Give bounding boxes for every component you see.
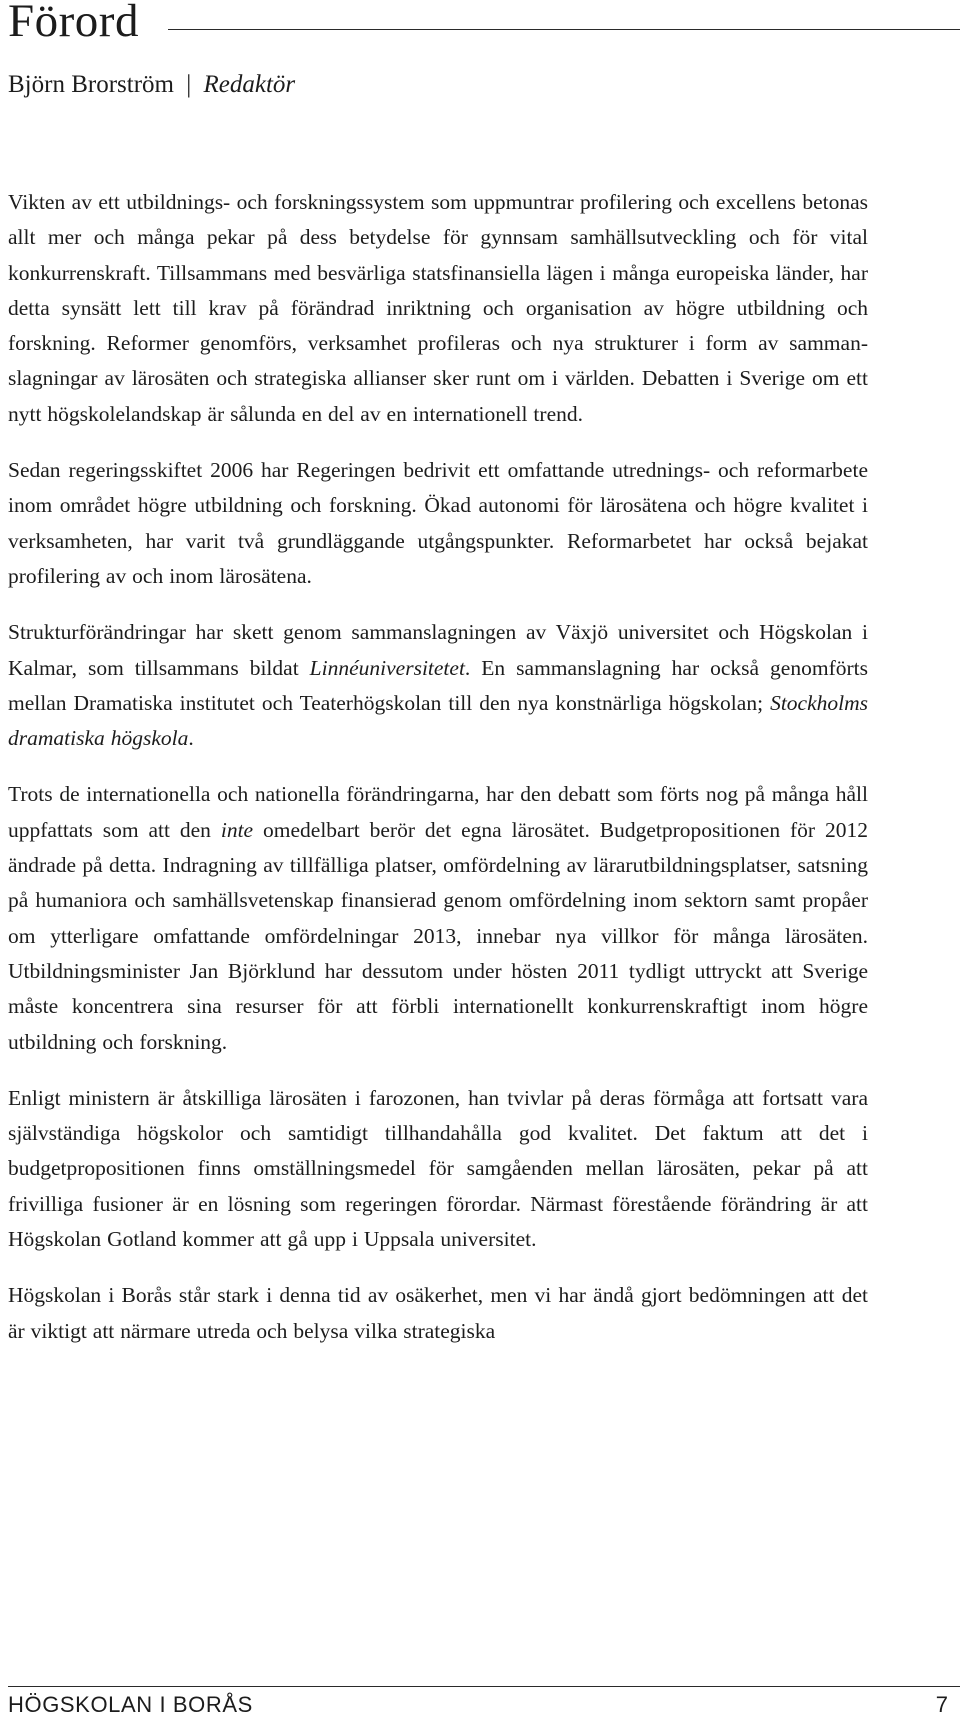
emphasis-text: Stockholms dramatiska högskola xyxy=(8,690,868,751)
emphasis-text: inte xyxy=(220,817,254,842)
page-footer xyxy=(0,1686,960,1716)
author-role: Redaktör xyxy=(203,71,296,98)
footer-publisher: HÖGSKOLAN I BORÅS xyxy=(8,1692,253,1717)
body-paragraph xyxy=(8,615,868,756)
paragraph-text: Högskolan i Borås står stark i denna tid av osäkerhet, men vi har ändå gjort bedömningen att det är viktigt att närmare utreda och belysa vilka strategiska xyxy=(8,1283,868,1343)
body-text xyxy=(8,185,868,1370)
paragraph-text: Vikten av ett utbildnings- och forskningssystem som uppmuntrar profilering och excellens betonas allt mer och många pekar på dess betydelse för gynnsam samhällsutveckling och för vital konkurrenskraft. Tillsammans med besvärliga statsfinansiella lägen i många europeiska länder, har detta synsätt lett till krav på förändrad inriktning och organisation av högre utbildning och forskning. Reformer genomförs, verksamhet profileras och nya strukturer i form av sammanslagningar av lärosäten och strategiska allianser sker runt om i världen. Debatten i Sverige om ett nytt högskolelandskap är sålunda en del av en internationell trend. xyxy=(8,190,868,426)
emphasis-text: Linnéuniversitetet xyxy=(309,655,465,680)
body-paragraph xyxy=(8,1081,868,1257)
body-paragraph xyxy=(8,1278,868,1349)
body-paragraph xyxy=(8,453,868,594)
page-title: Förord xyxy=(8,0,139,47)
paragraph-text: . En sammanslagning har också genomförts mellan Dramatiska institutet och Teaterhögskolan till den nya konstnärliga högskolan; xyxy=(8,655,868,715)
body-paragraph xyxy=(8,185,868,432)
paragraph-text: omedelbart berör det egna lärosätet. Budgetpropositionen för 2012 ändrade på detta. Indragning av tillfälliga platser, omfördelning av lärarutbildningsplatser, satsning på humaniora och samhällsvetenskap finansierad genom omfördelning inom sektorn samt propåer om ytterligare omfattande omfördelningar 2013, innebar nya villkor för många lärosäten. Utbildningsminister Jan Björklund har dessutom under hösten 2011 tydligt uttryckt att Sverige måste koncentrera sina resurser för att förbli internationellt konkurrenskraftigt inom högre utbildning och forskning. xyxy=(8,817,868,1054)
paragraph-text: Trots de internationella och nationella förändringarna, har den debatt som förts nog på många håll uppfattats som att den xyxy=(8,782,868,842)
byline xyxy=(8,70,295,100)
title-rule xyxy=(168,29,960,30)
author-name: Björn Brorström xyxy=(8,71,174,98)
byline-separator: | xyxy=(186,71,192,98)
paragraph-text: . xyxy=(188,726,194,751)
paragraph-text: Strukturförändringar har skett genom sammanslagningen av Växjö universitet och Högskolan i Kalmar, som tillsammans bildat xyxy=(8,620,868,680)
body-paragraph xyxy=(8,777,868,1059)
paragraph-text: Enligt ministern är åtskilliga lärosäten i farozonen, han tvivlar på deras förmåga att fortsatt vara självständiga högskolor och samtidigt tillhandahålla god kvalitet. Det faktum att det i budgetpropositionen finns omställningsmedel för samgåenden mellan lärosäten, pekar på att frivilliga fusioner är en lösning som regeringen förordar. Närmast förestående förändring är att Högskolan Gotland kommer att gå upp i Uppsala universitet. xyxy=(8,1085,868,1252)
footer-rule xyxy=(8,1686,960,1687)
paragraph-text: Sedan regeringsskiftet 2006 har Regeringen bedrivit ett omfattande utrednings- och reformarbete inom området högre utbildning och forskning. Ökad autonomi för lärosätena och högre kvalitet i verksamheten, har varit två grundläggande utgångspunkter. Reformarbetet har också bejakat profilering av och inom lärosätena. xyxy=(8,458,868,588)
page-number: 7 xyxy=(935,1692,948,1717)
